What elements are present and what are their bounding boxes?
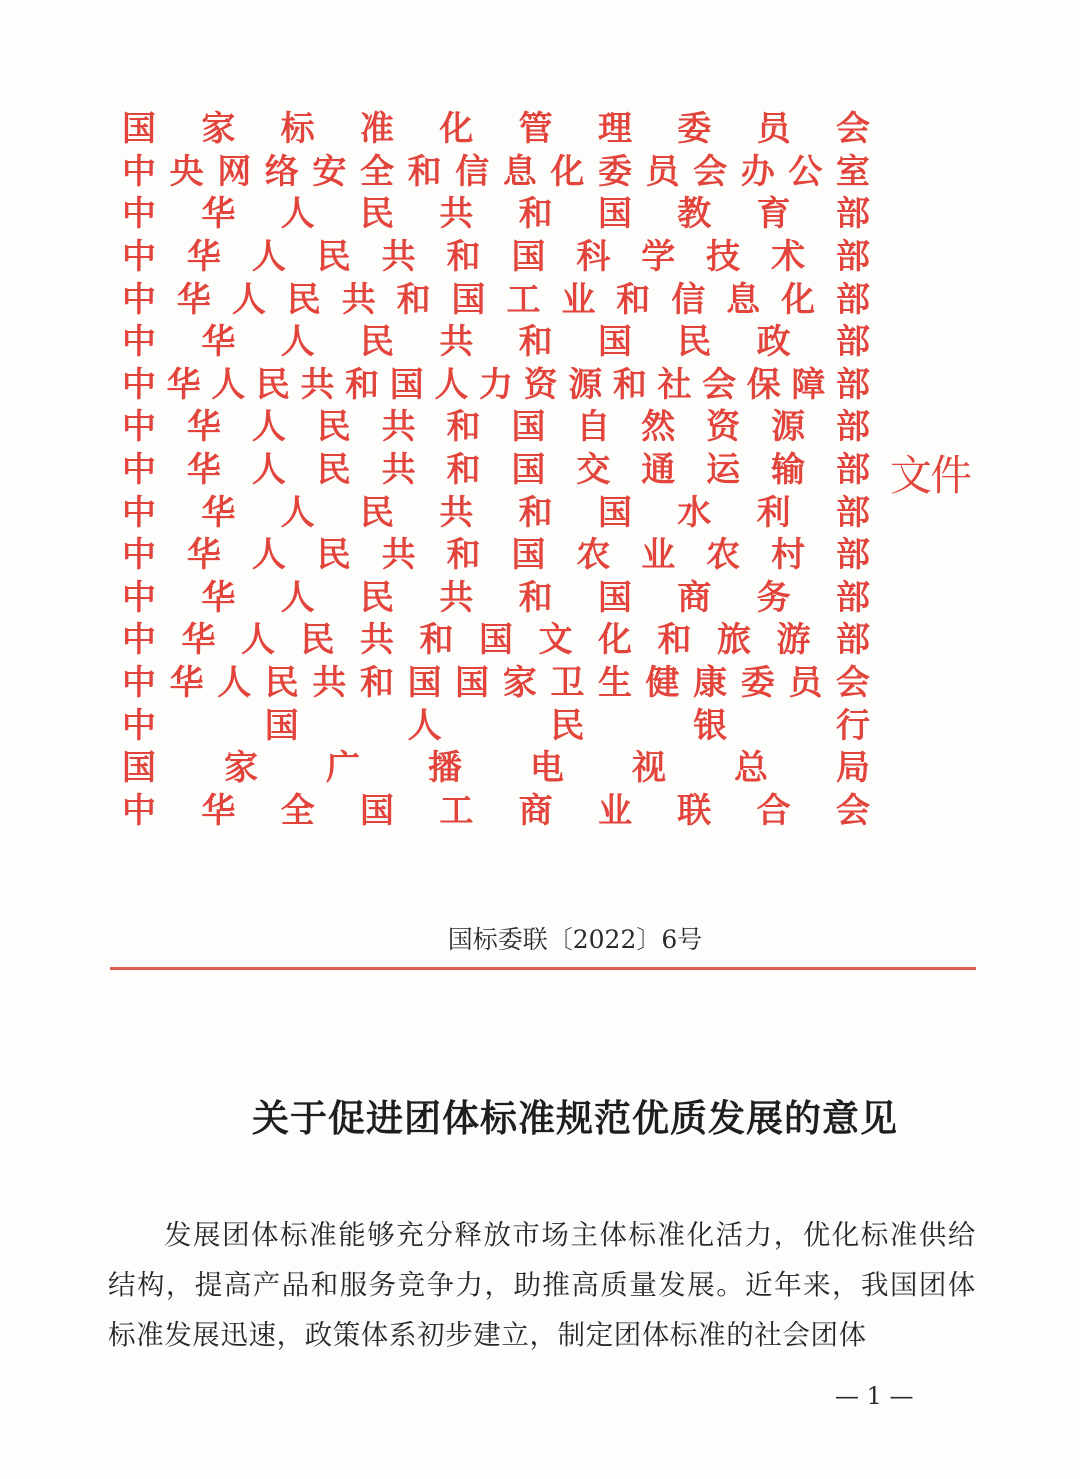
organization-name: 中 华 人 民 共 和 国 人 力 资 源 和 社 会 保 障 部: [122, 364, 870, 405]
document-number: 国标委联〔2022〕6号: [447, 925, 703, 954]
organization-name: 中 华 人 民 共 和 国 文 化 和 旅 游 部: [122, 620, 870, 661]
organization-name: 中 华 人 民 共 和 国 教 育 部: [122, 194, 870, 235]
document-title: 关于促进团体标准规范优质发展的意见: [252, 1096, 898, 1140]
red-divider-rule: [110, 967, 976, 970]
document-suffix: 文件: [890, 451, 971, 500]
organization-name: 中 华 人 民 共 和 国 农 业 农 村 部: [122, 535, 870, 576]
organization-name: 中 华 全 国 工 商 业 联 合 会: [122, 790, 870, 831]
organization-name: 中 华 人 民 共 和 国 商 务 部: [122, 577, 870, 618]
organization-name: 中 华 人 民 共 和 国 水 利 部: [122, 492, 870, 533]
organization-name: 国 家 广 播 电 视 总 局: [122, 748, 870, 789]
issuing-organizations: [122, 108, 870, 832]
body-paragraph: 发展团体标准能够充分释放市场主体标准化活力，优化标准供给结构，提高产品和服务竞争力，助推高质量发展。近年来，我国团体标准发展迅速，政策体系初步建立，制定团体标准的社会团体: [108, 1219, 976, 1351]
organization-name: 中 华 人 民 共 和 国 工 业 和 信 息 化 部: [122, 279, 870, 320]
organization-name: 中 华 人 民 共 和 国 交 通 运 输 部: [122, 450, 870, 491]
page-number: — 1 —: [835, 1382, 914, 1410]
organization-name: 中 央 网 络 安 全 和 信 息 化 委 员 会 办 公 室: [122, 151, 870, 192]
organization-name: 中 华 人 民 共 和 国 国 家 卫 生 健 康 委 员 会: [122, 663, 870, 704]
organization-name: 中 华 人 民 共 和 国 自 然 资 源 部: [122, 407, 870, 448]
organization-name: 中 国 人 民 银 行: [122, 705, 870, 746]
organization-name: 中 华 人 民 共 和 国 民 政 部: [122, 322, 870, 363]
organization-name: 中 华 人 民 共 和 国 科 学 技 术 部: [122, 237, 870, 278]
organization-name: 国 家 标 准 化 管 理 委 员 会: [122, 109, 870, 150]
